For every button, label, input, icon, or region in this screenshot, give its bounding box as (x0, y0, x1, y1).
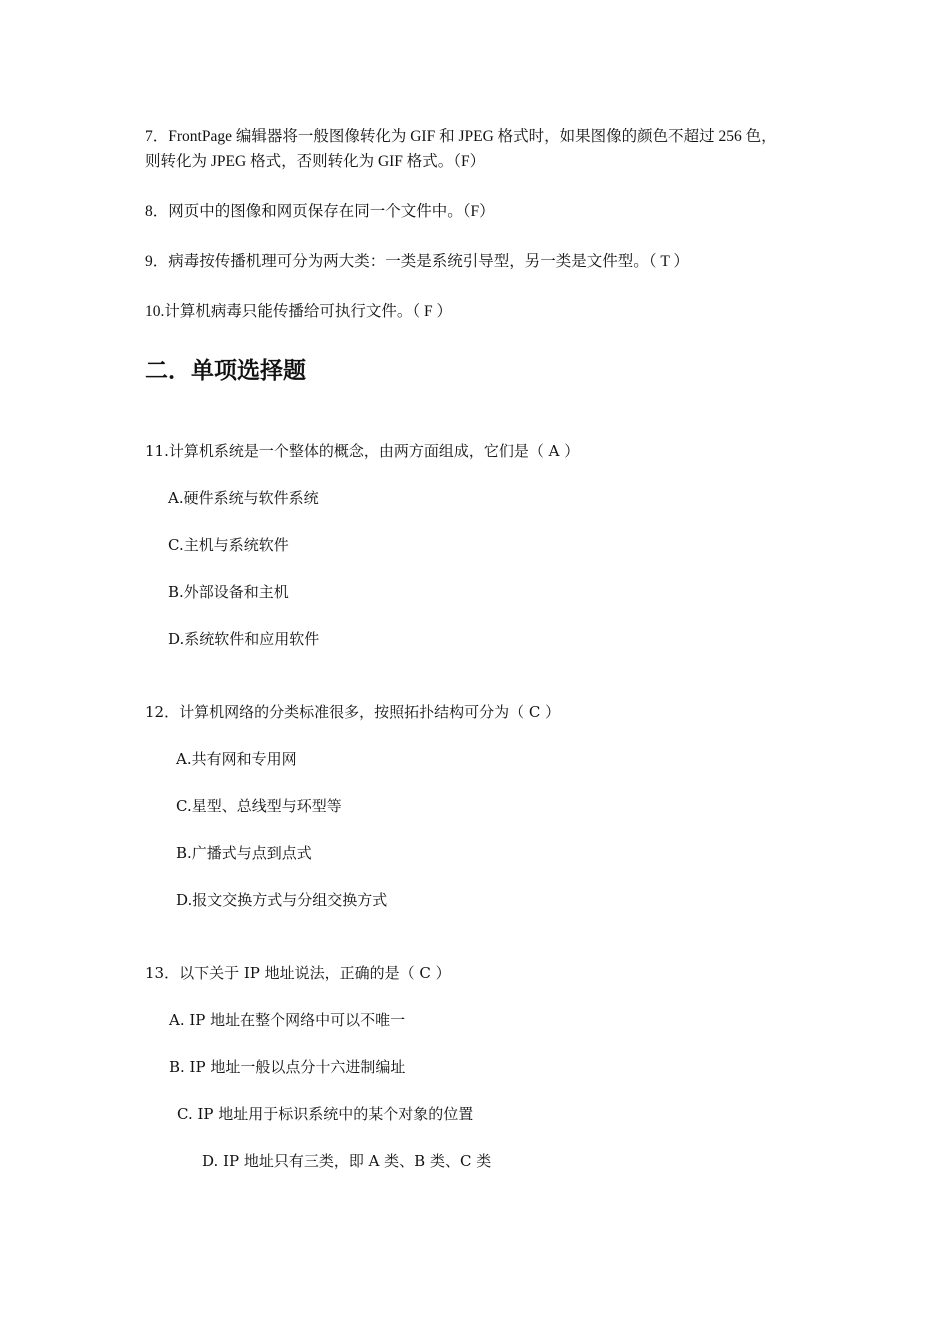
tf-item-10 (145, 299, 452, 325)
question-11-option: B.外部设备和主机 (168, 583, 289, 601)
question-13-option: C. IP 地址用于标识系统中的某个对象的位置 (177, 1105, 474, 1123)
tf-item-text: 网页中的图像和网页保存在同一个文件中。（F） (168, 203, 495, 220)
question-12-option: D.报文交换方式与分组交换方式 (176, 891, 388, 909)
question-12-option: A.共有网和专用网 (176, 750, 297, 768)
tf-item-7-line1 (145, 124, 777, 150)
tf-item-8 (145, 199, 495, 225)
question-12-stem: 12．计算机网络的分类标准很多，按照拓扑结构可分为（ C ） (145, 703, 561, 721)
tf-item-text: FrontPage 编辑器将一般图像转化为 GIF 和 JPEG 格式时，如果图像的颜色不超过 256 色， (168, 128, 777, 145)
question-13-option: B. IP 地址一般以点分十六进制编址 (169, 1058, 406, 1076)
question-13-stem: 13．以下关于 IP 地址说法，正确的是（ C ） (145, 964, 451, 982)
question-11-option: D.系统软件和应用软件 (168, 630, 320, 648)
tf-item-7-line2 (145, 149, 485, 175)
tf-item-number: 8． (145, 203, 169, 220)
section-heading: 二．单项选择题 (145, 358, 306, 384)
question-11-option: A.硬件系统与软件系统 (168, 489, 319, 507)
question-11-option: C.主机与系统软件 (168, 536, 289, 554)
question-12-option: B.广播式与点到点式 (176, 844, 312, 862)
tf-item-number: 9． (145, 253, 169, 270)
tf-item-text: 病毒按传播机理可分为两大类：一类是系统引导型，另一类是文件型。（ T ） (168, 253, 689, 270)
tf-item-number: 7． (145, 128, 169, 145)
tf-item-9 (145, 249, 689, 275)
question-13-option: A. IP 地址在整个网络中可以不唯一 (169, 1011, 406, 1029)
tf-item-number: 10. (145, 303, 165, 320)
question-12-option: C.星型、总线型与环型等 (176, 797, 342, 815)
tf-item-text: 则转化为 JPEG 格式，否则转化为 GIF 格式。（F） (145, 153, 486, 170)
question-11-stem: 11.计算机系统是一个整体的概念，由两方面组成，它们是（ A ） (145, 442, 580, 460)
question-13-option: D. IP 地址只有三类，即 A 类、B 类、C 类 (202, 1152, 492, 1170)
tf-item-text: 计算机病毒只能传播给可执行文件。（ F ） (164, 303, 452, 320)
